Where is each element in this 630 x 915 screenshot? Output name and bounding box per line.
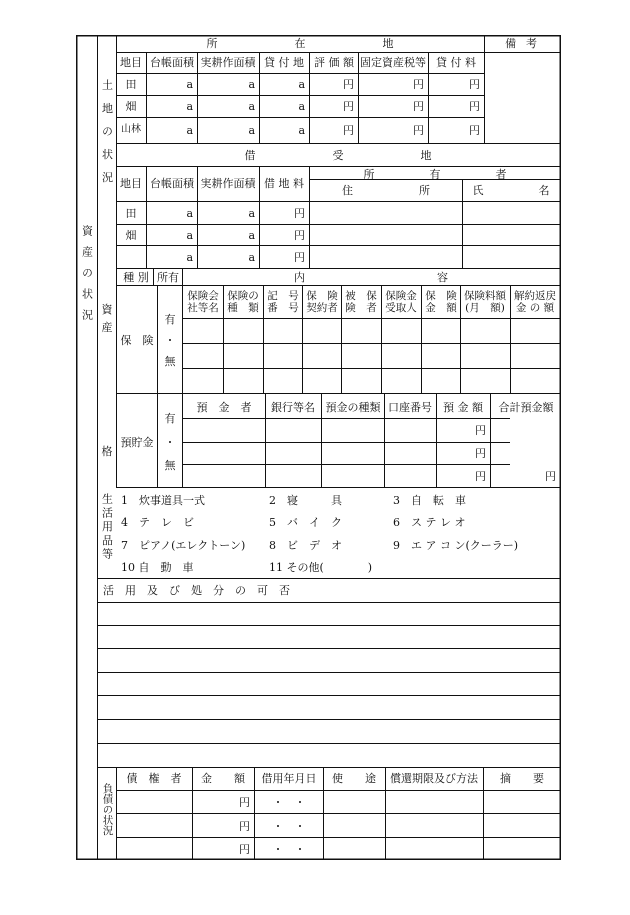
borrowed-land-header: 借 受 地 xyxy=(244,149,432,162)
col-borrowed-type: 地目 xyxy=(120,177,142,190)
col-bank: 銀行等名 xyxy=(271,401,315,414)
col-policyholder: 保 険 契約者 xyxy=(306,290,338,314)
unit-label: 円 xyxy=(239,843,250,856)
unit-label: 円 xyxy=(343,124,354,137)
unit-label: a xyxy=(248,78,255,91)
unit-label: a xyxy=(186,251,193,264)
col-borrowed-actual-area: 実耕作面積 xyxy=(200,177,256,190)
unit-label: 円 xyxy=(469,78,480,91)
insurance-separator: ・ xyxy=(164,334,176,347)
col-repayment: 償還期限及び方法 xyxy=(390,772,478,785)
col-deposit-amount: 預 金 額 xyxy=(443,401,483,414)
land-row-type: 畑 xyxy=(125,100,137,113)
unit-label: 円 xyxy=(343,78,354,91)
col-premium: 保険料額 (月 額) xyxy=(464,290,506,314)
date-placeholder: ・ ・ xyxy=(272,820,306,833)
asset-value-label-bottom: 格 xyxy=(101,445,113,458)
col-beneficiary: 保険金 受取人 xyxy=(385,290,417,314)
deposit-yes: 有 xyxy=(164,412,176,425)
deposit-separator: ・ xyxy=(164,436,176,449)
unit-label: a xyxy=(298,100,305,113)
unit-label: 円 xyxy=(294,229,305,242)
col-borrow-date: 借用年月日 xyxy=(261,772,317,785)
unit-label: 円 xyxy=(294,207,305,220)
unit-label: 円 xyxy=(239,796,250,809)
goods-item: 11 その他( ) xyxy=(269,561,373,574)
col-ledger-area: 台帳面積 xyxy=(150,56,194,69)
owner-address-header: 住 所 xyxy=(342,184,430,197)
col-deposit-type: 預金の種類 xyxy=(325,401,381,414)
col-insurance-type: 保険の 種 類 xyxy=(227,290,259,314)
col-insured: 被 保 険 者 xyxy=(345,290,377,314)
col-property-tax: 固定資産税等 xyxy=(360,56,426,69)
unit-label: a xyxy=(248,124,255,137)
unit-label: 円 xyxy=(343,100,354,113)
col-total-deposit: 合計預金額 xyxy=(498,401,554,414)
unit-label: 円 xyxy=(294,251,305,264)
borrowed-row-type: 田 xyxy=(125,207,137,220)
deposit-label: 預貯金 xyxy=(120,436,154,449)
land-row-type: 田 xyxy=(125,78,137,91)
col-borrowed-ledger-area: 台帳面積 xyxy=(150,177,194,190)
unit-label: a xyxy=(248,251,255,264)
insurance-yes: 有 xyxy=(164,313,176,326)
goods-item: 10 自 動 車 xyxy=(121,561,194,574)
header-kind: 種 別 xyxy=(123,271,149,284)
col-account-number: 口座番号 xyxy=(388,401,432,414)
unit-label: 円 xyxy=(469,124,480,137)
goods-item: 6 ス テ レ オ xyxy=(393,516,466,529)
col-lent-land: 貸 付 地 xyxy=(264,56,304,69)
col-insurer: 保険会 社等名 xyxy=(187,290,219,314)
unit-label: a xyxy=(248,207,255,220)
goods-item: 1 炊事道具一式 xyxy=(121,494,205,507)
asset-value-label-mid: 産 xyxy=(101,321,113,334)
asset-value-label-top: 資 xyxy=(101,303,113,316)
unit-label: 円 xyxy=(475,470,486,483)
unit-label: a xyxy=(186,207,193,220)
col-insured-amount: 保 険 金 額 xyxy=(425,290,457,314)
unit-label: a xyxy=(186,229,193,242)
unit-label: a xyxy=(186,78,193,91)
goods-item: 7 ピアノ(エレクトーン) xyxy=(121,539,246,552)
deposit-no: 無 xyxy=(164,459,176,472)
debt-label: 負債の状況 xyxy=(101,783,114,836)
unit-label: 円 xyxy=(545,470,556,483)
goods-item: 5 バ イ ク xyxy=(269,516,342,529)
insurance-label: 保 険 xyxy=(120,334,154,347)
goods-item: 8 ビ デ オ xyxy=(269,539,342,552)
goods-item: 9 エ ア コ ン(クーラー) xyxy=(393,539,519,552)
col-actual-area: 実耕作面積 xyxy=(200,56,256,69)
owner-header: 所 有 者 xyxy=(363,168,507,181)
col-creditor: 債 権 者 xyxy=(126,772,182,785)
unit-label: 円 xyxy=(413,124,424,137)
col-surrender-value: 解約返戻 金 の 額 xyxy=(514,290,556,314)
land-location-header: 所 在 地 xyxy=(206,37,394,50)
borrowed-row-type: 畑 xyxy=(125,229,137,242)
asset-status-form xyxy=(76,35,561,860)
unit-label: a xyxy=(298,78,305,91)
col-land-type: 地目 xyxy=(120,56,142,69)
unit-label: 円 xyxy=(413,100,424,113)
date-placeholder: ・ ・ xyxy=(272,843,306,856)
land-remarks-header: 備考 xyxy=(505,37,547,50)
unit-label: a xyxy=(298,124,305,137)
unit-label: 円 xyxy=(475,424,486,437)
insurance-no: 無 xyxy=(164,355,176,368)
col-debt-amount: 金 額 xyxy=(201,772,245,785)
unit-label: 円 xyxy=(239,820,250,833)
unit-label: 円 xyxy=(469,100,480,113)
land-row-type: 山林 xyxy=(121,124,141,135)
goods-item: 3 自 転 車 xyxy=(393,494,466,507)
land-section-label: 土地の状況 xyxy=(100,79,114,195)
header-content: 内 容 xyxy=(294,271,448,284)
unit-label: a xyxy=(248,100,255,113)
goods-label: 生活用品等 xyxy=(100,493,114,562)
col-purpose: 使 途 xyxy=(332,772,376,785)
goods-item: 4 テ レ ビ xyxy=(121,516,194,529)
unit-label: 円 xyxy=(475,447,486,460)
date-placeholder: ・ ・ xyxy=(272,796,306,809)
owner-name-header: 氏 名 xyxy=(472,184,550,197)
col-rent: 借 地 料 xyxy=(264,177,304,190)
goods-item: 2 寝 具 xyxy=(269,494,342,507)
usage-label: 活 用 及 び 処 分 の 可 否 xyxy=(103,584,290,597)
unit-label: a xyxy=(248,229,255,242)
unit-label: a xyxy=(186,100,193,113)
col-notes: 摘 要 xyxy=(500,772,544,785)
unit-label: a xyxy=(186,124,193,137)
page-title: 資産の状況 xyxy=(80,225,94,330)
unit-label: 円 xyxy=(413,78,424,91)
col-lending-fee: 貸 付 料 xyxy=(436,56,476,69)
header-own: 所有 xyxy=(157,271,179,284)
col-valuation: 評 価 額 xyxy=(314,56,354,69)
col-policy-number: 記 号 番 号 xyxy=(267,290,299,314)
col-depositor: 預 金 者 xyxy=(196,401,252,414)
